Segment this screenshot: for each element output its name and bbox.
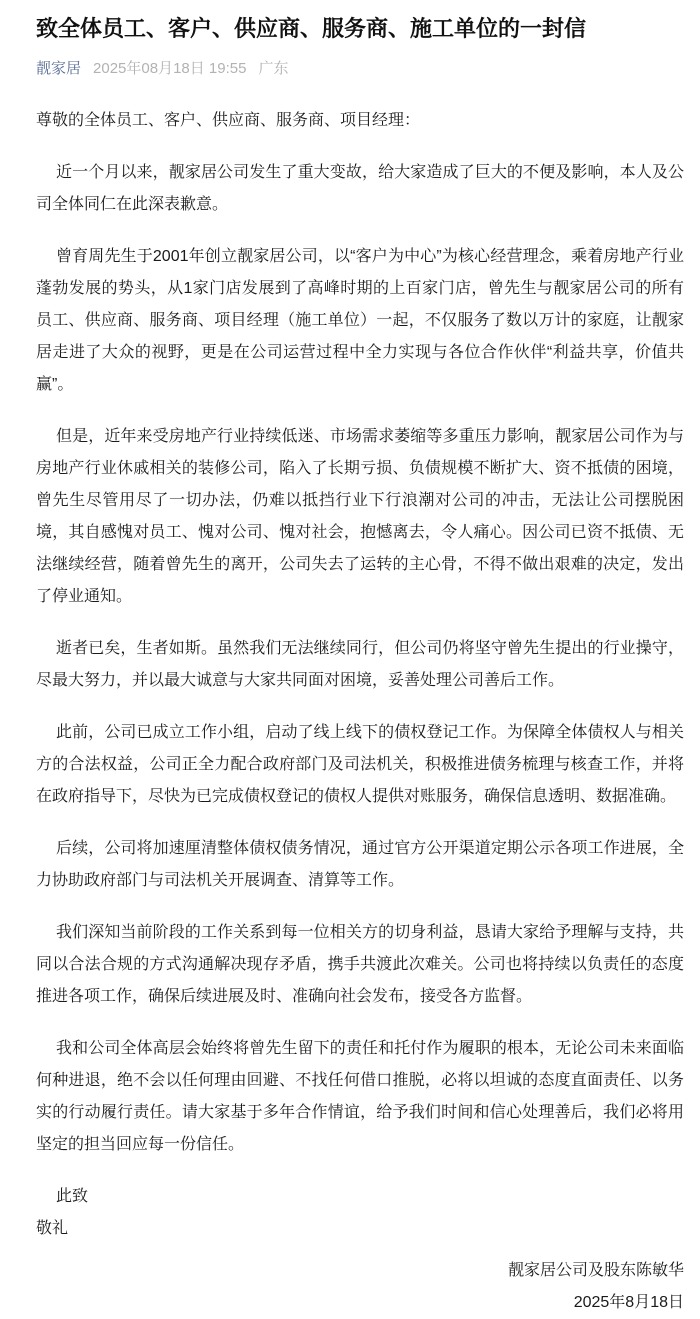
- letter-paragraph: 曾育周先生于2001年创立靓家居公司，以“客户为中心”为核心经营理念，乘着房地产行业蓬勃发展的势头，从1家门店发展到了高峰时期的上百家门店，曾先生与靓家居公司的所有员工、供应商、服务商、项目经理（施工单位）一起，不仅服务了数以万计的家庭，让靓家居走进了大众的视野，更是在公司运营过程中全力实现与各位合作伙伴“利益共享，价值共赢”。: [36, 248, 684, 393]
- letter-paragraph: 但是，近年来受房地产行业持续低迷、市场需求萎缩等多重压力影响，靓家居公司作为与房地产行业休戚相关的装修公司，陷入了长期亏损、负债规模不断扩大、资不抵债的困境，曾先生尽管用尽了一切办法，仍难以抵挡行业下行浪潮对公司的冲击，无法让公司摆脱困境，其自感愧对员工、愧对公司、愧对社会，抱憾离去，令人痛心。因公司已资不抵债、无法继续经营，随着曾先生的离开，公司失去了运转的主心骨，不得不做出艰难的决定，发出了停业通知。: [36, 428, 684, 605]
- letter-paragraph: 此前，公司已成立工作小组，启动了线上线下的债权登记工作。为保障全体债权人与相关方的合法权益，公司正全力配合政府部门及司法机关，积极推进债务梳理与核查工作，并将在政府指导下，尽快为已完成债权登记的债权人提供对账服务，确保信息透明、数据准确。: [36, 724, 684, 805]
- letter-body: [36, 105, 684, 1319]
- publish-datetime: 2025年08月18日 19:55: [93, 60, 247, 77]
- byline: [36, 58, 684, 79]
- closing-jingli: 敬礼: [36, 1220, 69, 1237]
- article-title: 致全体员工、客户、供应商、服务商、施工单位的一封信: [36, 16, 587, 41]
- letter-paragraph: 我和公司全体高层会始终将曾先生留下的责任和托付作为履职的根本，无论公司未来面临何种进退，绝不会以任何理由回避、不找任何借口推脱，必将以坦诚的态度直面责任、以务实的行动履行责任。请大家基于多年合作情谊，给予我们时间和信心处理善后，我们必将用坚定的担当回应每一份信任。: [36, 1040, 684, 1153]
- letter-paragraph: 逝者已矣，生者如斯。虽然我们无法继续同行，但公司仍将坚守曾先生提出的行业操守，尽最大努力，并以最大诚意与大家共同面对困境，妥善处理公司善后工作。: [36, 640, 684, 689]
- letter-paragraph: 我们深知当前阶段的工作关系到每一位相关方的切身利益，恳请大家给予理解与支持，共同以合法合规的方式沟通解决现存矛盾，携手共渡此次难关。公司也将持续以负责任的态度推进各项工作，确保后续进展及时、准确向社会发布，接受各方监督。: [36, 924, 684, 1005]
- letter-salutation: 尊敬的全体员工、客户、供应商、服务商、项目经理：: [36, 112, 421, 129]
- account-name-link[interactable]: 靓家居: [36, 60, 82, 77]
- letter-paragraph: 近一个月以来，靓家居公司发生了重大变故，给大家造成了巨大的不便及影响，本人及公司全体同仁在此深表歉意。: [36, 164, 684, 213]
- publish-location: 广东: [258, 60, 289, 77]
- letter-paragraph: 后续，公司将加速厘清整体债权债务情况，通过官方公开渠道定期公示各项工作进展，全力协助政府部门与司法机关开展调查、清算等工作。: [36, 840, 684, 889]
- signature-date: 2025年8月18日: [573, 1294, 684, 1311]
- closing-cizhi: 此致: [56, 1188, 89, 1205]
- signature-block: [36, 1255, 684, 1319]
- signature-name: 靓家居公司及股东陈敏华: [507, 1262, 684, 1279]
